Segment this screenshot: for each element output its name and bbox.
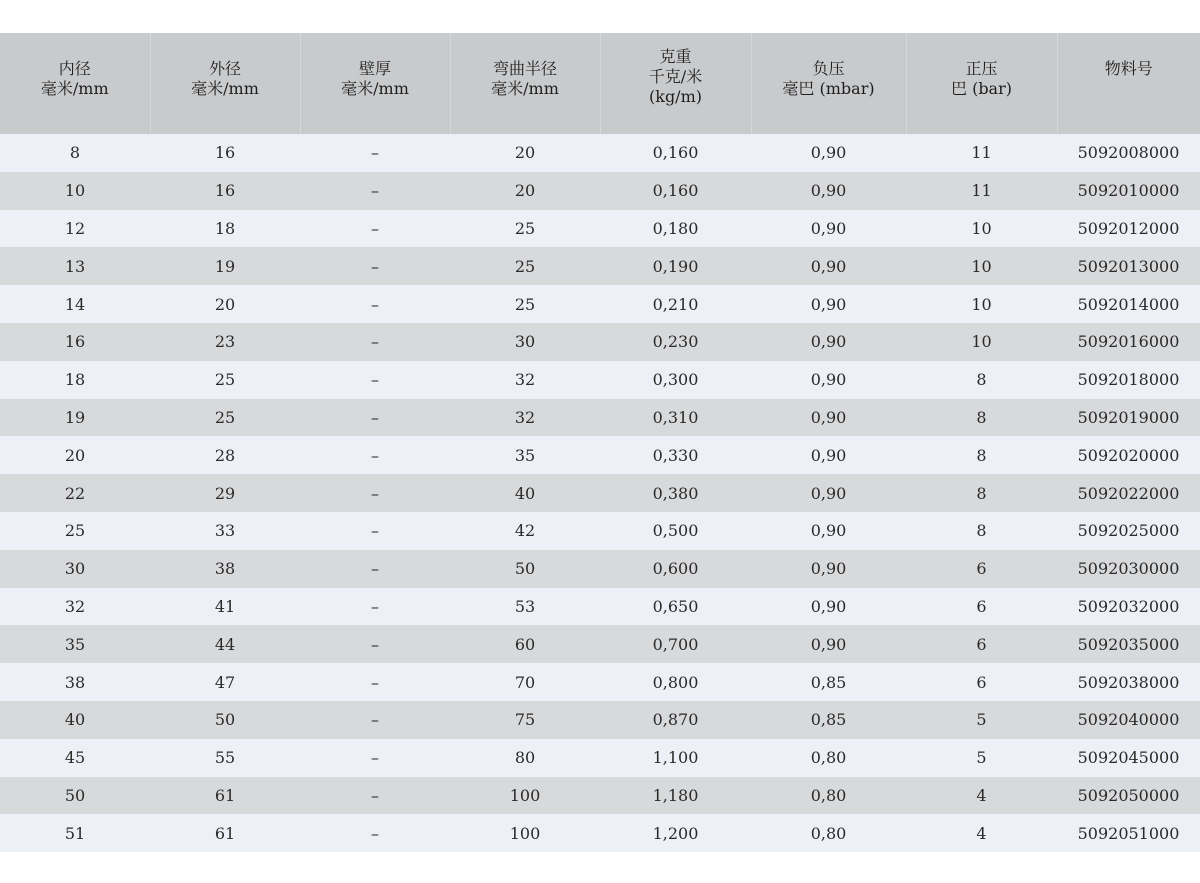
cell-bend-radius: 32 <box>450 361 600 399</box>
cell-inner-diameter: 10 <box>0 172 150 210</box>
cell-inner-diameter: 45 <box>0 739 150 777</box>
header-wall-thickness: 壁厚 毫米/mm <box>300 33 450 134</box>
cell-wall-thickness: – <box>300 814 450 852</box>
header-pressure: 正压 巴 (bar) <box>906 33 1057 134</box>
cell-weight: 1,100 <box>600 739 751 777</box>
cell-wall-thickness: – <box>300 247 450 285</box>
cell-outer-diameter: 25 <box>150 399 300 437</box>
cell-bend-radius: 50 <box>450 550 600 588</box>
cell-weight: 0,160 <box>600 172 751 210</box>
cell-part-number: 5092051000 <box>1057 814 1200 852</box>
table-row <box>0 247 1200 285</box>
cell-weight: 0,190 <box>600 247 751 285</box>
cell-pressure: 8 <box>906 361 1057 399</box>
cell-weight: 0,800 <box>600 663 751 701</box>
cell-vacuum: 0,90 <box>751 210 906 248</box>
cell-wall-thickness: – <box>300 285 450 323</box>
cell-bend-radius: 20 <box>450 172 600 210</box>
cell-bend-radius: 42 <box>450 512 600 550</box>
cell-bend-radius: 25 <box>450 247 600 285</box>
cell-vacuum: 0,90 <box>751 285 906 323</box>
cell-bend-radius: 35 <box>450 436 600 474</box>
cell-bend-radius: 75 <box>450 701 600 739</box>
cell-pressure: 6 <box>906 550 1057 588</box>
cell-vacuum: 0,80 <box>751 777 906 815</box>
cell-vacuum: 0,90 <box>751 323 906 361</box>
cell-vacuum: 0,85 <box>751 663 906 701</box>
table-header-row <box>0 33 1200 134</box>
cell-part-number: 5092032000 <box>1057 588 1200 626</box>
cell-vacuum: 0,90 <box>751 172 906 210</box>
cell-inner-diameter: 20 <box>0 436 150 474</box>
cell-vacuum: 0,85 <box>751 701 906 739</box>
cell-inner-diameter: 12 <box>0 210 150 248</box>
cell-bend-radius: 32 <box>450 399 600 437</box>
cell-vacuum: 0,80 <box>751 814 906 852</box>
cell-outer-diameter: 18 <box>150 210 300 248</box>
cell-inner-diameter: 35 <box>0 625 150 663</box>
cell-outer-diameter: 33 <box>150 512 300 550</box>
cell-inner-diameter: 22 <box>0 474 150 512</box>
cell-part-number: 5092008000 <box>1057 134 1200 172</box>
cell-bend-radius: 60 <box>450 625 600 663</box>
cell-pressure: 4 <box>906 777 1057 815</box>
cell-pressure: 5 <box>906 701 1057 739</box>
cell-weight: 0,330 <box>600 436 751 474</box>
cell-inner-diameter: 30 <box>0 550 150 588</box>
cell-part-number: 5092018000 <box>1057 361 1200 399</box>
cell-part-number: 5092020000 <box>1057 436 1200 474</box>
cell-wall-thickness: – <box>300 323 450 361</box>
cell-pressure: 10 <box>906 210 1057 248</box>
cell-pressure: 6 <box>906 663 1057 701</box>
cell-outer-diameter: 55 <box>150 739 300 777</box>
cell-wall-thickness: – <box>300 399 450 437</box>
table-row <box>0 625 1200 663</box>
cell-vacuum: 0,90 <box>751 550 906 588</box>
header-part-number: 物料号 <box>1057 33 1200 134</box>
cell-inner-diameter: 32 <box>0 588 150 626</box>
cell-vacuum: 0,90 <box>751 474 906 512</box>
cell-inner-diameter: 25 <box>0 512 150 550</box>
cell-pressure: 11 <box>906 134 1057 172</box>
cell-part-number: 5092010000 <box>1057 172 1200 210</box>
cell-weight: 0,160 <box>600 134 751 172</box>
cell-weight: 0,230 <box>600 323 751 361</box>
table-row <box>0 588 1200 626</box>
cell-weight: 0,210 <box>600 285 751 323</box>
cell-inner-diameter: 50 <box>0 777 150 815</box>
header-inner-diameter: 内径 毫米/mm <box>0 33 150 134</box>
cell-weight: 0,500 <box>600 512 751 550</box>
cell-bend-radius: 53 <box>450 588 600 626</box>
cell-outer-diameter: 25 <box>150 361 300 399</box>
cell-vacuum: 0,90 <box>751 134 906 172</box>
cell-bend-radius: 40 <box>450 474 600 512</box>
cell-bend-radius: 70 <box>450 663 600 701</box>
cell-wall-thickness: – <box>300 701 450 739</box>
cell-bend-radius: 30 <box>450 323 600 361</box>
table-row <box>0 436 1200 474</box>
cell-part-number: 5092045000 <box>1057 739 1200 777</box>
cell-outer-diameter: 28 <box>150 436 300 474</box>
cell-bend-radius: 25 <box>450 285 600 323</box>
cell-part-number: 5092022000 <box>1057 474 1200 512</box>
table-row <box>0 210 1200 248</box>
table-row <box>0 814 1200 852</box>
cell-wall-thickness: – <box>300 663 450 701</box>
cell-bend-radius: 25 <box>450 210 600 248</box>
cell-outer-diameter: 61 <box>150 777 300 815</box>
cell-vacuum: 0,90 <box>751 512 906 550</box>
cell-pressure: 6 <box>906 588 1057 626</box>
cell-pressure: 6 <box>906 625 1057 663</box>
table-row <box>0 134 1200 172</box>
header-vacuum: 负压 毫巴 (mbar) <box>751 33 906 134</box>
cell-pressure: 11 <box>906 172 1057 210</box>
cell-weight: 0,380 <box>600 474 751 512</box>
table-body <box>0 134 1200 852</box>
table-row <box>0 777 1200 815</box>
cell-pressure: 8 <box>906 399 1057 437</box>
cell-outer-diameter: 19 <box>150 247 300 285</box>
cell-part-number: 5092016000 <box>1057 323 1200 361</box>
spec-table-container <box>0 33 1200 852</box>
header-weight: 克重 千克/米 (kg/m) <box>600 33 751 134</box>
cell-pressure: 10 <box>906 247 1057 285</box>
cell-weight: 1,180 <box>600 777 751 815</box>
cell-weight: 0,310 <box>600 399 751 437</box>
cell-weight: 0,180 <box>600 210 751 248</box>
cell-part-number: 5092012000 <box>1057 210 1200 248</box>
cell-inner-diameter: 16 <box>0 323 150 361</box>
cell-inner-diameter: 40 <box>0 701 150 739</box>
cell-bend-radius: 80 <box>450 739 600 777</box>
cell-part-number: 5092030000 <box>1057 550 1200 588</box>
cell-weight: 0,300 <box>600 361 751 399</box>
cell-pressure: 10 <box>906 323 1057 361</box>
cell-wall-thickness: – <box>300 436 450 474</box>
table-row <box>0 474 1200 512</box>
table-row <box>0 285 1200 323</box>
cell-wall-thickness: – <box>300 550 450 588</box>
cell-vacuum: 0,90 <box>751 247 906 285</box>
cell-bend-radius: 100 <box>450 814 600 852</box>
cell-inner-diameter: 38 <box>0 663 150 701</box>
table-row <box>0 323 1200 361</box>
cell-vacuum: 0,80 <box>751 739 906 777</box>
cell-pressure: 8 <box>906 474 1057 512</box>
cell-outer-diameter: 29 <box>150 474 300 512</box>
cell-wall-thickness: – <box>300 777 450 815</box>
header-bend-radius: 弯曲半径 毫米/mm <box>450 33 600 134</box>
cell-bend-radius: 20 <box>450 134 600 172</box>
cell-inner-diameter: 8 <box>0 134 150 172</box>
cell-vacuum: 0,90 <box>751 399 906 437</box>
cell-weight: 0,600 <box>600 550 751 588</box>
cell-wall-thickness: – <box>300 172 450 210</box>
cell-wall-thickness: – <box>300 512 450 550</box>
cell-wall-thickness: – <box>300 739 450 777</box>
table-row <box>0 399 1200 437</box>
cell-part-number: 5092040000 <box>1057 701 1200 739</box>
cell-part-number: 5092035000 <box>1057 625 1200 663</box>
cell-pressure: 10 <box>906 285 1057 323</box>
table-row <box>0 550 1200 588</box>
cell-part-number: 5092038000 <box>1057 663 1200 701</box>
table-row <box>0 701 1200 739</box>
cell-outer-diameter: 50 <box>150 701 300 739</box>
cell-pressure: 5 <box>906 739 1057 777</box>
cell-inner-diameter: 51 <box>0 814 150 852</box>
cell-weight: 0,650 <box>600 588 751 626</box>
cell-pressure: 4 <box>906 814 1057 852</box>
cell-part-number: 5092050000 <box>1057 777 1200 815</box>
cell-vacuum: 0,90 <box>751 361 906 399</box>
cell-pressure: 8 <box>906 436 1057 474</box>
cell-outer-diameter: 44 <box>150 625 300 663</box>
cell-part-number: 5092013000 <box>1057 247 1200 285</box>
cell-part-number: 5092019000 <box>1057 399 1200 437</box>
hose-spec-table <box>0 33 1200 852</box>
cell-inner-diameter: 18 <box>0 361 150 399</box>
cell-bend-radius: 100 <box>450 777 600 815</box>
cell-inner-diameter: 13 <box>0 247 150 285</box>
cell-outer-diameter: 16 <box>150 134 300 172</box>
cell-wall-thickness: – <box>300 361 450 399</box>
cell-part-number: 5092025000 <box>1057 512 1200 550</box>
cell-outer-diameter: 38 <box>150 550 300 588</box>
cell-weight: 0,700 <box>600 625 751 663</box>
table-row <box>0 512 1200 550</box>
table-row <box>0 172 1200 210</box>
cell-wall-thickness: – <box>300 588 450 626</box>
table-row <box>0 739 1200 777</box>
cell-wall-thickness: – <box>300 134 450 172</box>
cell-vacuum: 0,90 <box>751 588 906 626</box>
cell-outer-diameter: 23 <box>150 323 300 361</box>
cell-wall-thickness: – <box>300 474 450 512</box>
cell-weight: 0,870 <box>600 701 751 739</box>
cell-wall-thickness: – <box>300 625 450 663</box>
cell-outer-diameter: 47 <box>150 663 300 701</box>
table-row <box>0 361 1200 399</box>
table-row <box>0 663 1200 701</box>
cell-inner-diameter: 19 <box>0 399 150 437</box>
cell-outer-diameter: 61 <box>150 814 300 852</box>
cell-vacuum: 0,90 <box>751 625 906 663</box>
header-outer-diameter: 外径 毫米/mm <box>150 33 300 134</box>
cell-weight: 1,200 <box>600 814 751 852</box>
cell-wall-thickness: – <box>300 210 450 248</box>
cell-inner-diameter: 14 <box>0 285 150 323</box>
cell-outer-diameter: 41 <box>150 588 300 626</box>
cell-vacuum: 0,90 <box>751 436 906 474</box>
cell-outer-diameter: 16 <box>150 172 300 210</box>
cell-pressure: 8 <box>906 512 1057 550</box>
cell-outer-diameter: 20 <box>150 285 300 323</box>
cell-part-number: 5092014000 <box>1057 285 1200 323</box>
